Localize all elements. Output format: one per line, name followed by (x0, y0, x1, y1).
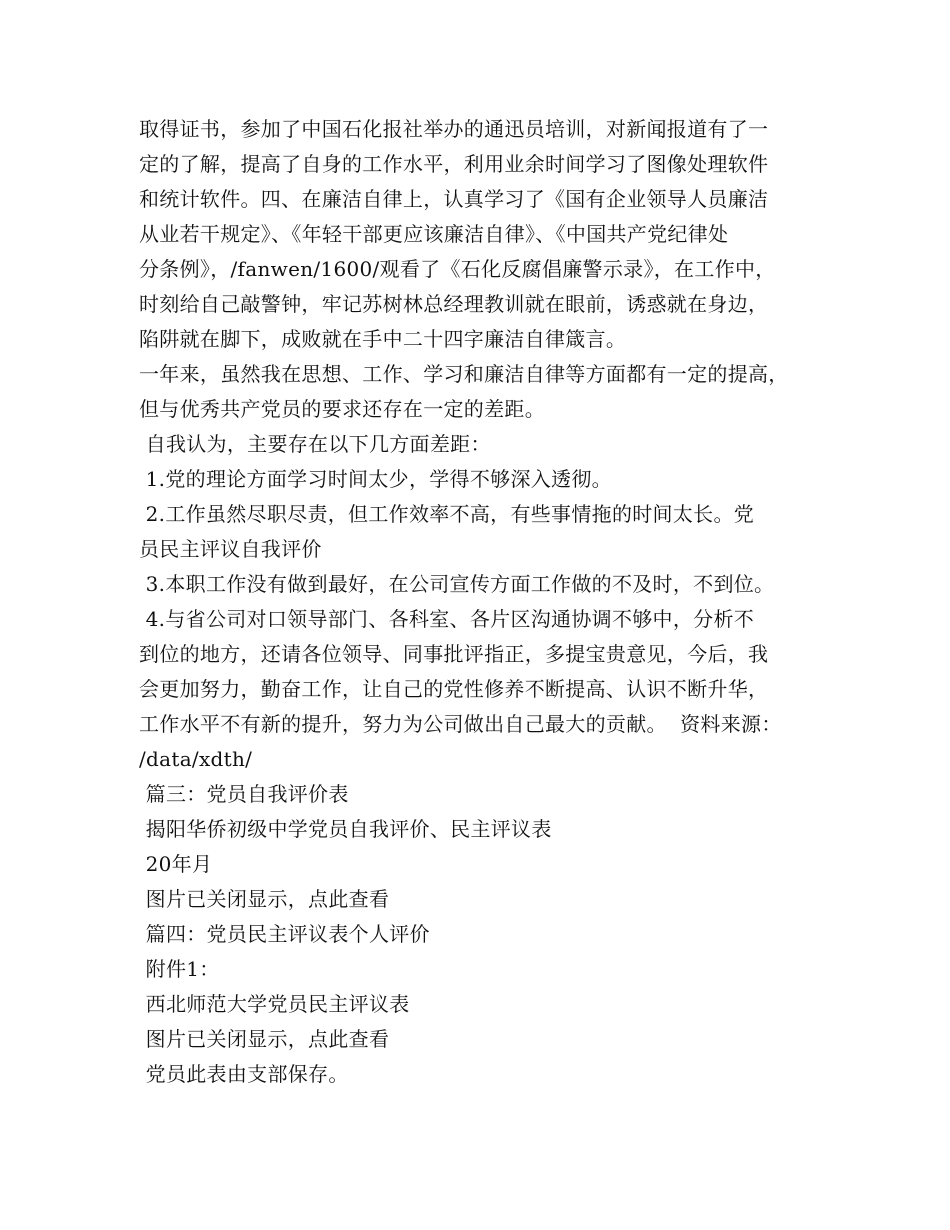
text-line: 但与优秀共产党员的要求还存在一定的差距。 (139, 397, 545, 421)
document-body (139, 112, 829, 1092)
text-line: 陷阱就在脚下，成败就在手中二十四字廉洁自律箴言。 (139, 327, 627, 351)
text-line: 自我认为，主要存在以下几方面差距： (139, 432, 491, 456)
list-item: 1.党的理论方面学习时间太少，学得不够深入透彻。 (139, 467, 612, 491)
section-heading: 篇四：党员民主评议表个人评价 (139, 922, 430, 946)
text-line: 20年月 (139, 852, 213, 876)
text-line: 附件1： (139, 957, 220, 981)
text-line: 会更加努力，勤奋工作，让自己的党性修养不断提高、认识不断升华， (139, 677, 769, 701)
list-item: 3.本职工作没有做到最好，在公司宣传方面工作做的不及时，不到位。 (139, 572, 775, 596)
text-line: 和统计软件。四、在廉洁自律上，认真学习了《国有企业领导人员廉洁 (139, 187, 769, 211)
text-line: 分条例》，/fanwen/1600/观看了《石化反腐倡廉警示录》，在工作中， (139, 257, 776, 281)
text-line: 取得证书，参加了中国石化报社举办的通迅员培训，对新闻报道有了一 (139, 117, 769, 141)
text-line: 从业若干规定》、《年轻干部更应该廉洁自律》、《中国共产党纪律处 (139, 222, 729, 246)
image-placeholder-text[interactable]: 图片已关闭显示，点此查看 (139, 1027, 390, 1051)
text-line: 员民主评议自我评价 (139, 537, 322, 561)
list-item: 4.与省公司对口领导部门、各科室、各片区沟通协调不够中，分析不 (139, 607, 755, 631)
image-placeholder-text[interactable]: 图片已关闭显示，点此查看 (139, 887, 390, 911)
section-heading: 篇三：党员自我评价表 (139, 782, 349, 806)
source-path: /data/xdth/ (139, 747, 253, 771)
text-line: 到位的地方，还请各位领导、同事批评指正，多提宝贵意见，今后，我 (139, 642, 769, 666)
text-line: 定的了解，提高了自身的工作水平，利用业余时间学习了图像处理软件 (139, 152, 769, 176)
text-line: 党员此表由支部保存。 (139, 1062, 349, 1086)
text-line: 时刻给自己敲警钟，牢记苏树林总经理教训就在眼前，诱惑就在身边， (139, 292, 769, 316)
text-line: 工作水平不有新的提升，努力为公司做出自己最大的贡献。 资料来源： (139, 712, 782, 736)
text-line: 揭阳华侨初级中学党员自我评价、民主评议表 (139, 817, 552, 841)
list-item: 2.工作虽然尽职尽责，但工作效率不高，有些事情拖的时间太长。党 (139, 502, 755, 526)
text-line: 西北师范大学党员民主评议表 (139, 992, 410, 1016)
text-line: 一年来，虽然我在思想、工作、学习和廉洁自律等方面都有一定的提高， (139, 362, 789, 386)
